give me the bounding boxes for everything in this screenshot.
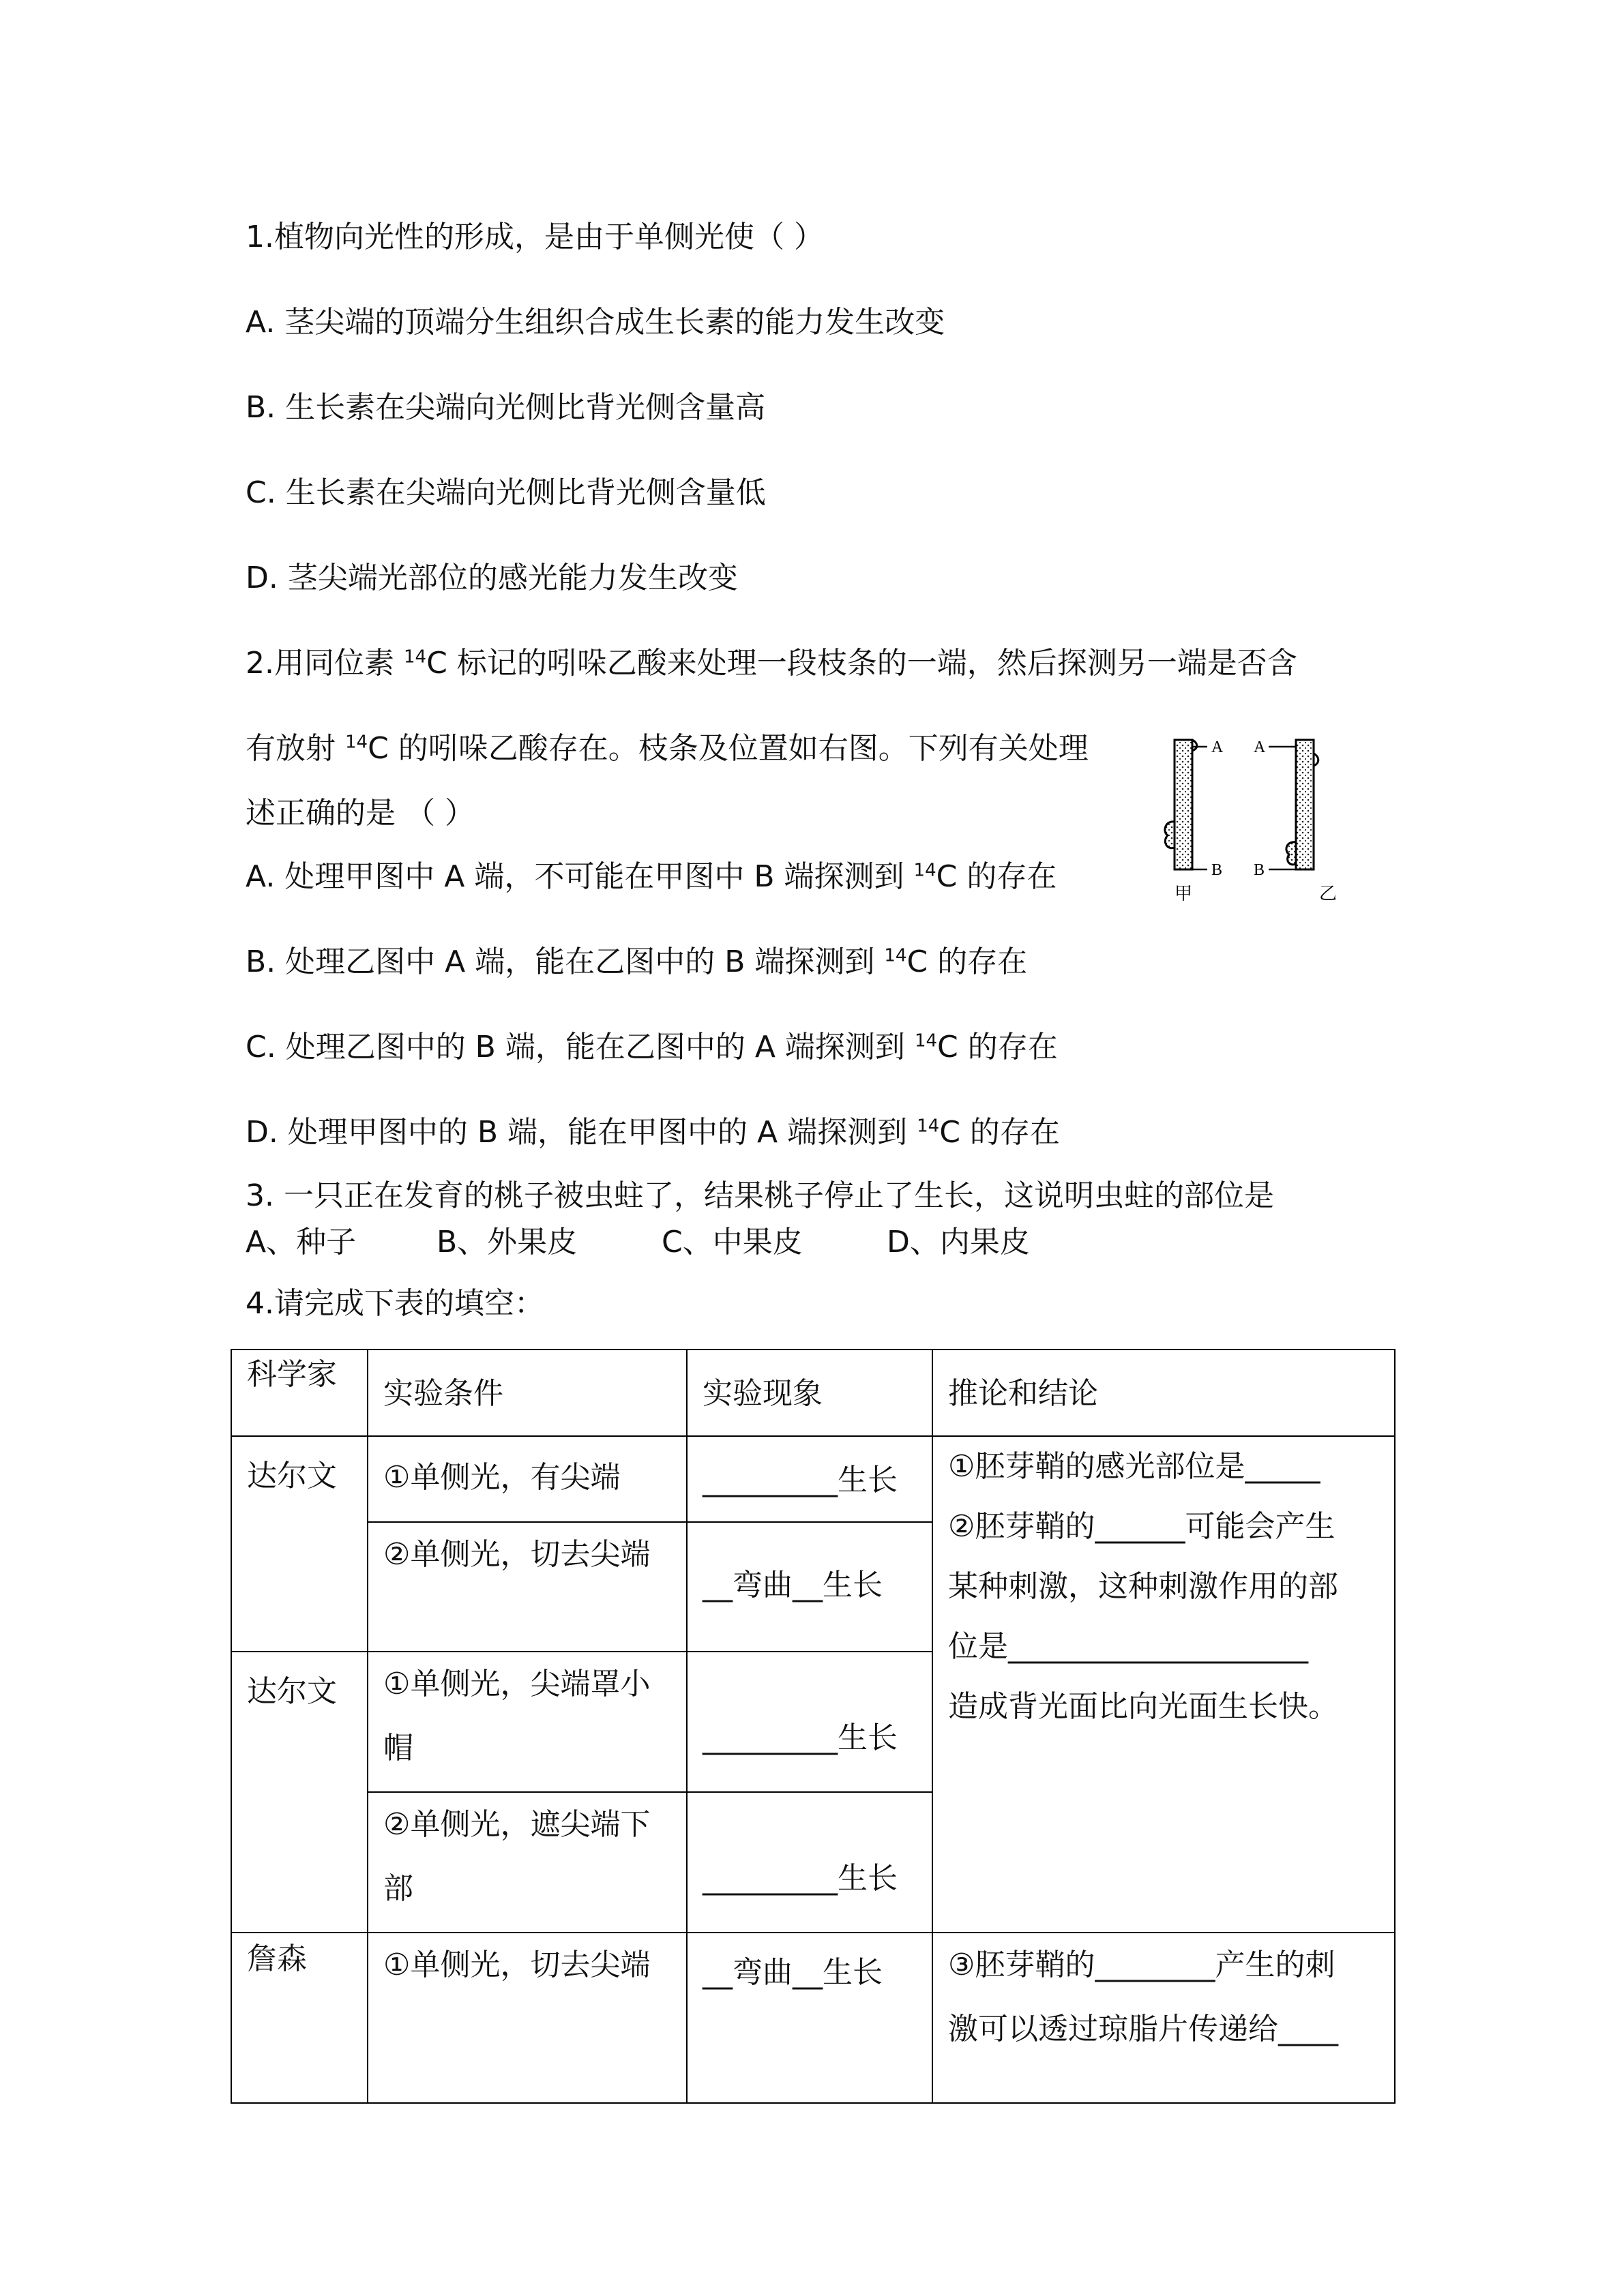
condition-4: ②单侧光，遮尖端下部 <box>368 1792 687 1933</box>
q2-option-b: B. 处理乙图中 A 端，能在乙图中的 B 端探测到 $^{14}$C 的存在 <box>246 944 1028 979</box>
label-b-jia: B <box>1211 861 1223 879</box>
q1-option-b: B. 生长素在尖端向光侧比背光侧含量高 <box>246 390 766 425</box>
experiment-table <box>231 1349 1396 2104</box>
twig-jia <box>1165 740 1197 869</box>
conclusion-line-4: 位是____________________ <box>948 1629 1308 1664</box>
q2-option-d: D. 处理甲图中的 B 端，能在甲图中的 A 端探测到 $^{14}$C 的存在 <box>246 1115 1060 1150</box>
label-yi: 乙 <box>1319 884 1338 904</box>
q2-stem-line3: 述正确的是 （ ） <box>246 796 475 831</box>
condition-5: ①单侧光，切去尖端 <box>368 1933 687 2103</box>
q2-option-c: C. 处理乙图中的 B 端，能在乙图中的 A 端探测到 $^{14}$C 的存在 <box>246 1030 1058 1064</box>
conclusion-line-5: 造成背光面比向光面生长快。 <box>948 1689 1338 1724</box>
q3-option-b: B、外果皮 <box>437 1225 578 1259</box>
scientist-3: 詹森 <box>231 1933 368 2103</box>
q3-stem: 3. 一只正在发育的桃子被虫蛀了，结果桃子停止了生长，这说明虫蛀的部位是 <box>246 1178 1274 1213</box>
scientist-2: 达尔文 <box>231 1652 368 1933</box>
q1-option-a: A. 茎尖端的顶端分生组织合成生长素的能力发生改变 <box>246 305 945 340</box>
label-a-yi: A <box>1254 739 1266 756</box>
phenomenon-3: _________生长 <box>687 1652 932 1792</box>
table-row <box>231 1933 1395 2103</box>
header-condition: 实验条件 <box>368 1350 687 1436</box>
q2-stem-line2: 有放射 $^{14}$C 的吲哚乙酸存在。枝条及位置如右图。下列有关处理 <box>246 731 1089 766</box>
q3-option-a: A、种子 <box>246 1225 357 1259</box>
q1-option-d: D. 茎尖端光部位的感光能力发生改变 <box>246 561 738 595</box>
label-b-yi: B <box>1254 861 1265 879</box>
header-conclusion: 推论和结论 <box>932 1350 1395 1436</box>
condition-2: ②单侧光，切去尖端 <box>368 1522 687 1652</box>
conclusion-jensen-line-1: ③胚芽鞘的________产生的刺 <box>948 1948 1335 1982</box>
condition-1: ①单侧光，有尖端 <box>368 1436 687 1522</box>
q1-stem: 1.植物向光性的形成，是由于单侧光使（ ） <box>246 220 824 254</box>
conclusion-line-1: ①胚芽鞘的感光部位是_____ <box>948 1449 1320 1484</box>
q3-option-c: C、中果皮 <box>662 1225 803 1259</box>
conclusion-darwin <box>932 1436 1395 1933</box>
scientist-1: 达尔文 <box>231 1436 368 1652</box>
phenomenon-1: _________生长 <box>687 1436 932 1522</box>
q1-option-c: C. 生长素在尖端向光侧比背光侧含量低 <box>246 475 766 510</box>
q2-stem: 2.用同位素 $^{14}$C 标记的吲哚乙酸来处理一段枝条的一端，然后探测另一端是否含 <box>246 646 1297 681</box>
label-a-jia: A <box>1211 739 1224 756</box>
twig-figure <box>1160 733 1350 910</box>
label-jia: 甲 <box>1175 884 1193 904</box>
condition-3: ①单侧光，尖端罩小帽 <box>368 1652 687 1792</box>
phenomenon-5: __弯曲__生长 <box>687 1933 932 2103</box>
q3-option-d: D、内果皮 <box>887 1225 1030 1259</box>
q2-option-a: A. 处理甲图中 A 端，不可能在甲图中 B 端探测到 $^{14}$C 的存在 <box>246 859 1057 894</box>
twig-yi <box>1286 740 1318 869</box>
q4-stem: 4.请完成下表的填空： <box>246 1286 544 1321</box>
header-phenomenon: 实验现象 <box>687 1350 932 1436</box>
conclusion-jensen-line-2: 激可以透过琼脂片传递给____ <box>948 2012 1338 2046</box>
conclusion-jensen <box>932 1933 1395 2103</box>
table-header-row <box>231 1350 1395 1436</box>
phenomenon-2: __弯曲__生长 <box>687 1522 932 1652</box>
header-scientist: 科学家 <box>231 1350 368 1436</box>
conclusion-line-3: 某种刺激，这种刺激作用的部 <box>948 1569 1338 1604</box>
phenomenon-4: _________生长 <box>687 1792 932 1933</box>
conclusion-line-2: ②胚芽鞘的______可能会产生 <box>948 1509 1335 1544</box>
q3-options <box>246 1222 1030 1263</box>
table-row <box>231 1436 1395 1522</box>
